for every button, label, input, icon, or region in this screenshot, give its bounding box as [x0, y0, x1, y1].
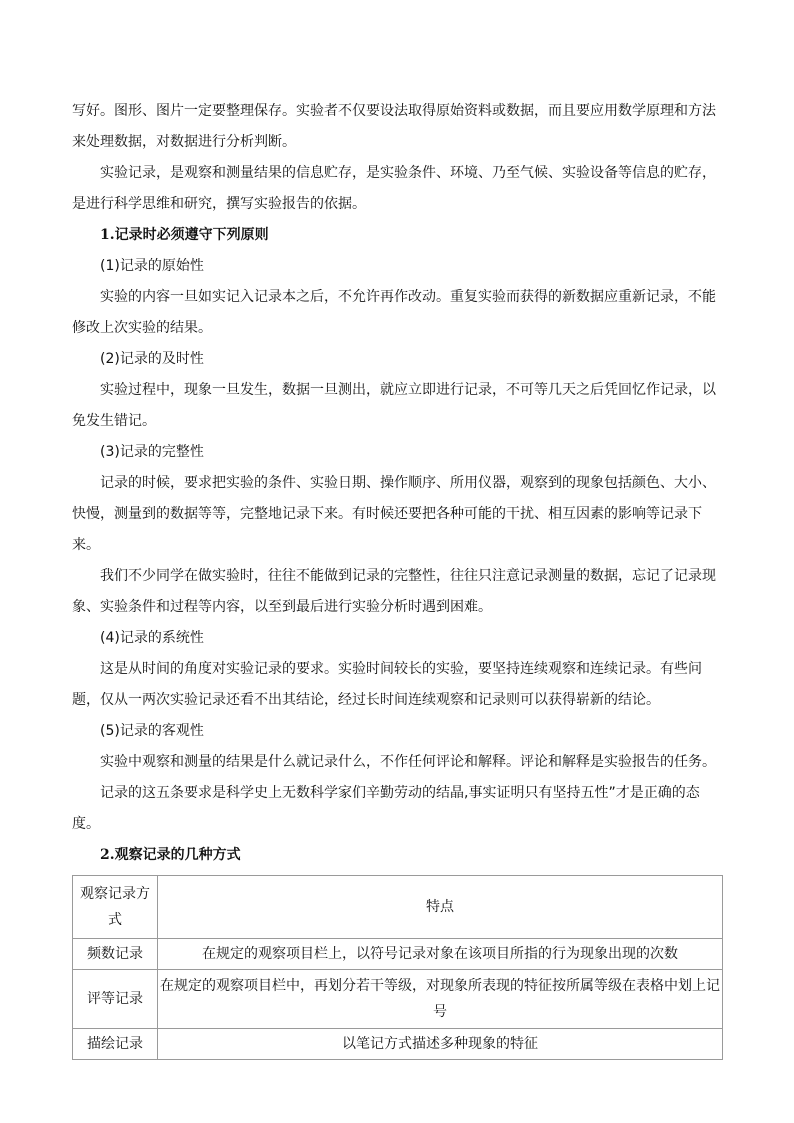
method-cell: 评等记录	[73, 970, 158, 1029]
paragraph: 记录的这五条要求是科学史上无数科学家们辛勤劳动的结晶,事实证明只有坚持五性”才是正确的态度。	[72, 785, 700, 832]
document-body	[72, 96, 724, 1060]
subheading: (5)记录的客观性	[100, 723, 204, 739]
paragraph: 这是从时间的角度对实验记录的要求。实验时间较长的实验，要坚持连续观察和连续记录。有些问题，仅从一两次实验记录还看不出其结论，经过长时间连续观察和记录则可以获得崭新的结论。	[72, 661, 702, 708]
method-cell: 频数记录	[73, 939, 158, 970]
section-heading: 1.记录时必须遵守下列原则	[100, 227, 269, 243]
header-cell-feature: 特点	[158, 876, 723, 939]
table-header-row	[73, 876, 723, 939]
method-cell: 描绘记录	[73, 1029, 158, 1060]
table-row	[73, 970, 723, 1029]
table-row	[73, 939, 723, 970]
subheading: (3)记录的完整性	[100, 444, 204, 460]
paragraph: 实验过程中，现象一旦发生，数据一旦测出，就应立即进行记录，不可等几天之后凭回忆作记录，以免发生错记。	[72, 382, 716, 429]
paragraph: 实验的内容一旦如实记入记录本之后，不允许再作改动。重复实验而获得的新数据应重新记录，不能修改上次实验的结果。	[72, 289, 716, 336]
table-row	[73, 1029, 723, 1060]
feature-cell: 在规定的观察项目栏中，再划分若干等级，对现象所表现的特征按所属等级在表格中划上记号	[158, 970, 723, 1029]
feature-cell: 以笔记方式描述多种现象的特征	[158, 1029, 723, 1060]
subheading: (4)记录的系统性	[100, 630, 204, 646]
header-cell-method: 观察记录方式	[73, 876, 158, 939]
paragraph: 实验中观察和测量的结果是什么就记录什么，不作任何评论和解释。评论和解释是实验报告的任务。	[100, 754, 716, 770]
observation-methods-table	[72, 875, 723, 1060]
paragraph: 我们不少同学在做实验时，往往不能做到记录的完整性，往往只注意记录测量的数据，忘记了记录现象、实验条件和过程等内容，以至到最后进行实验分析时遇到困难。	[72, 568, 716, 615]
section-heading: 2.观察记录的几种方式	[100, 847, 241, 863]
subheading: (2)记录的及时性	[100, 351, 204, 367]
feature-cell: 在规定的观察项目栏上，以符号记录对象在该项目所指的行为现象出现的次数	[158, 939, 723, 970]
subheading: (1)记录的原始性	[100, 258, 204, 274]
paragraph: 写好。图形、图片一定要整理保存。实验者不仅要设法取得原始资料或数据，而且要应用数学原理和方法来处理数据，对数据进行分析判断。	[72, 103, 716, 150]
paragraph: 实验记录，是观察和测量结果的信息贮存，是实验条件、环境、乃至气候、实验设备等信息的贮存，是进行科学思维和研究，撰写实验报告的依据。	[72, 165, 716, 212]
paragraph: 记录的时候，要求把实验的条件、实验日期、操作顺序、所用仪器，观察到的现象包括颜色、大小、快慢，测量到的数据等等，完整地记录下来。有时候还要把各种可能的干扰、相互因素的影响等记录下来。	[72, 475, 716, 553]
